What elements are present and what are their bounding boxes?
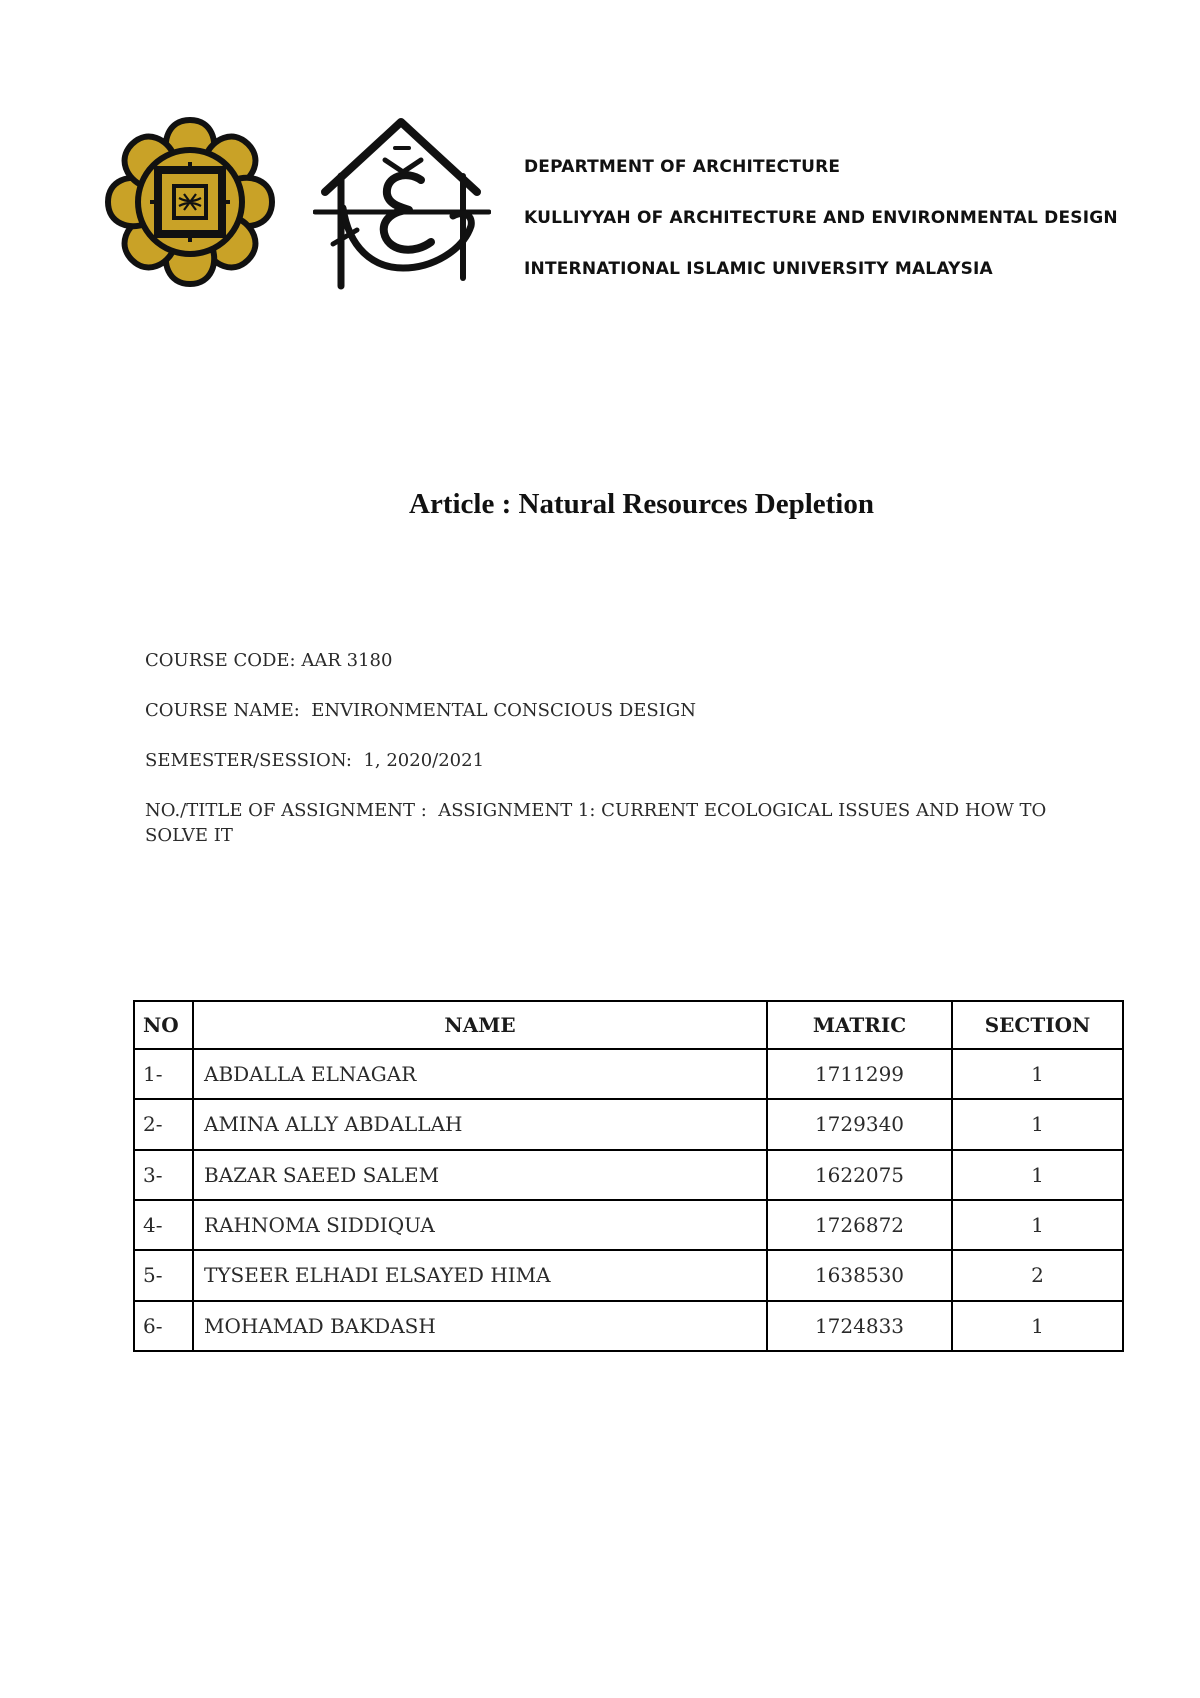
course-name-line: [145, 698, 1115, 723]
cell-section: 1: [952, 1150, 1123, 1200]
cell-section: 2: [952, 1250, 1123, 1300]
cell-matric: 1729340: [767, 1099, 952, 1149]
col-header-matric: MATRIC: [767, 1001, 952, 1049]
cell-matric: 1726872: [767, 1200, 952, 1250]
assignment-value: ASSIGNMENT 1: CURRENT ECOLOGICAL ISSUES AND HOW TO SOLVE IT: [145, 800, 1047, 846]
department-name: DEPARTMENT OF ARCHITECTURE: [524, 157, 841, 177]
institution-header: [524, 156, 1118, 309]
col-header-no: NO: [134, 1001, 193, 1049]
cell-name: BAZAR SAEED SALEM: [193, 1150, 767, 1200]
cell-name: MOHAMAD BAKDASH: [193, 1301, 767, 1351]
article-title: Article : Natural Resources Depletion: [409, 488, 874, 520]
cell-matric: 1724833: [767, 1301, 952, 1351]
col-header-section: SECTION: [952, 1001, 1123, 1049]
col-header-name: NAME: [193, 1001, 767, 1049]
course-code-label: COURSE CODE:: [145, 650, 296, 671]
cell-no: 1-: [134, 1049, 193, 1099]
assignment-label: NO./TITLE OF ASSIGNMENT :: [145, 800, 427, 821]
table-row: [134, 1150, 1123, 1200]
cell-name: AMINA ALLY ABDALLAH: [193, 1099, 767, 1149]
cell-name: ABDALLA ELNAGAR: [193, 1049, 767, 1099]
table-row: [134, 1250, 1123, 1300]
iium-logo: [105, 116, 275, 288]
cell-section: 1: [952, 1200, 1123, 1250]
cell-matric: 1638530: [767, 1250, 952, 1300]
table-row: [134, 1099, 1123, 1149]
kaed-logo: [313, 118, 491, 294]
cell-name: RAHNOMA SIDDIQUA: [193, 1200, 767, 1250]
cell-no: 6-: [134, 1301, 193, 1351]
cell-no: 5-: [134, 1250, 193, 1300]
cell-no: 3-: [134, 1150, 193, 1200]
table-row: [134, 1301, 1123, 1351]
cell-section: 1: [952, 1049, 1123, 1099]
assignment-line: [145, 798, 1115, 848]
semester-value: 1, 2020/2021: [363, 750, 485, 771]
kulliyyah-name: KULLIYYAH OF ARCHITECTURE AND ENVIRONMENTAL DESIGN: [524, 208, 1118, 228]
course-name-value: ENVIRONMENTAL CONSCIOUS DESIGN: [311, 700, 696, 721]
course-name-label: COURSE NAME:: [145, 700, 300, 721]
semester-line: [145, 748, 1115, 773]
course-info: [145, 648, 1115, 873]
cell-name: TYSEER ELHADI ELSAYED HIMA: [193, 1250, 767, 1300]
course-code-value: AAR 3180: [301, 650, 393, 671]
table-row: [134, 1200, 1123, 1250]
student-table: [133, 1000, 1124, 1352]
table-header-row: [134, 1001, 1123, 1049]
cell-matric: 1711299: [767, 1049, 952, 1099]
table-row: [134, 1049, 1123, 1099]
cell-section: 1: [952, 1301, 1123, 1351]
semester-label: SEMESTER/SESSION:: [145, 750, 352, 771]
cell-no: 2-: [134, 1099, 193, 1149]
cell-matric: 1622075: [767, 1150, 952, 1200]
cell-no: 4-: [134, 1200, 193, 1250]
cell-section: 1: [952, 1099, 1123, 1149]
university-name: INTERNATIONAL ISLAMIC UNIVERSITY MALAYSIA: [524, 259, 993, 279]
course-code-line: [145, 648, 1115, 673]
